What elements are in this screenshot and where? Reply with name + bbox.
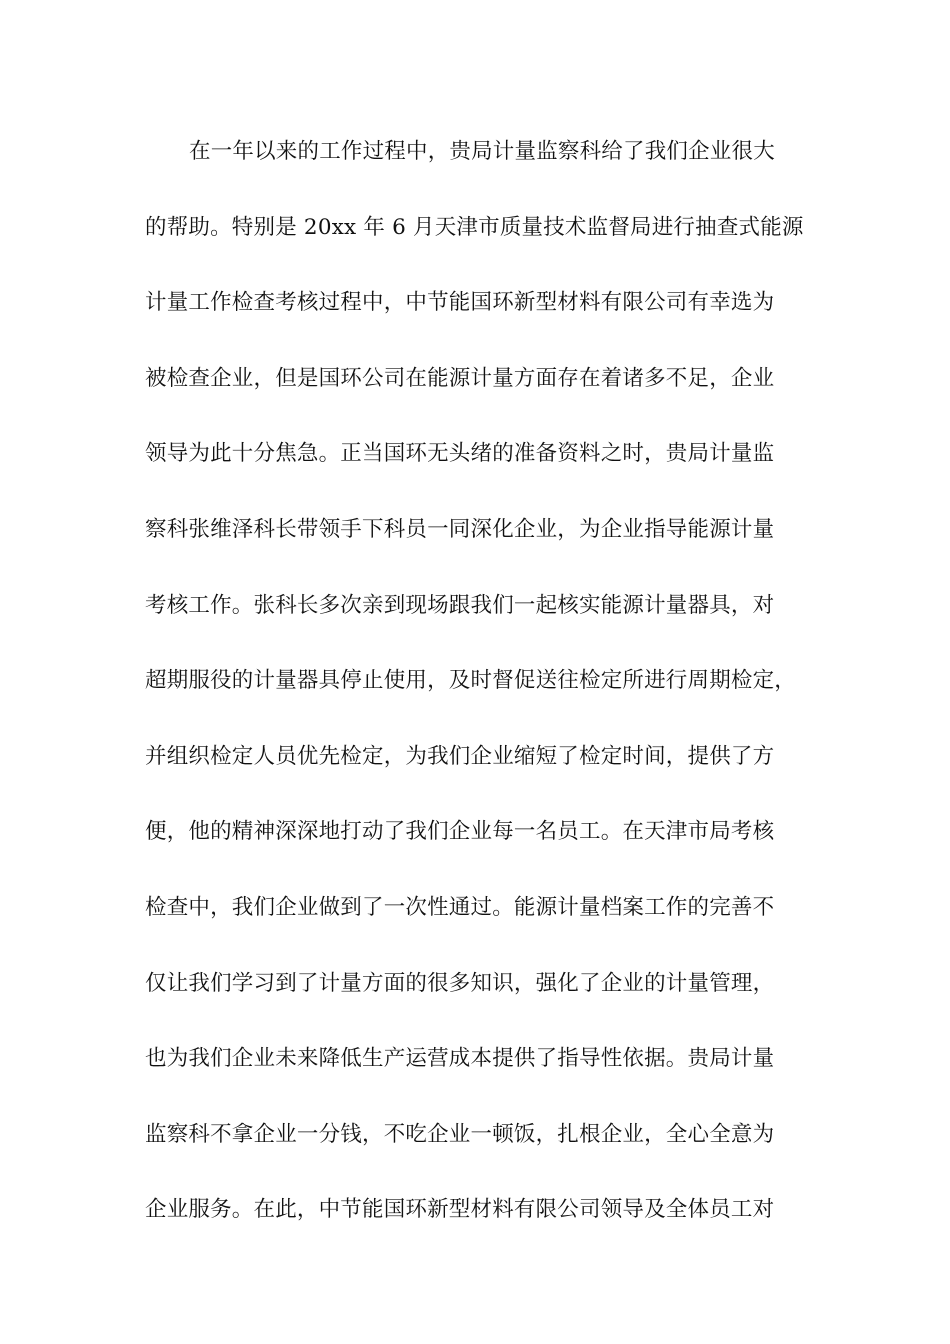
paragraph-line: 仅让我们学习到了计量方面的很多知识，强化了企业的计量管理， [145,970,775,996]
paragraph-line: 考核工作。张科长多次亲到现场跟我们一起核实能源计量器具，对 [145,592,775,618]
paragraph-line: 监察科不拿企业一分钱，不吃企业一顿饭，扎根企业，全心全意为 [145,1121,775,1147]
paragraph-line: 的帮助。特别是 20xx 年 6 月天津市质量技术监督局进行抽查式能源 [145,214,804,240]
paragraph-line: 企业服务。在此，中节能国环新型材料有限公司领导及全体员工对 [145,1197,775,1223]
paragraph-line: 察科张维泽科长带领手下科员一同深化企业，为企业指导能源计量 [145,516,775,542]
paragraph-line: 并组织检定人员优先检定，为我们企业缩短了检定时间，提供了方 [145,743,775,769]
paragraph-line: 也为我们企业未来降低生产运营成本提供了指导性依据。贵局计量 [145,1046,775,1072]
paragraph-line: 检查中，我们企业做到了一次性通过。能源计量档案工作的完善不 [145,894,775,920]
paragraph-line: 被检查企业，但是国环公司在能源计量方面存在着诸多不足，企业 [145,365,775,391]
paragraph-line: 超期服役的计量器具停止使用，及时督促送往检定所进行周期检定， [145,668,797,694]
paragraph-line: 领导为此十分焦急。正当国环无头绪的准备资料之时，贵局计量监 [145,441,775,467]
paragraph-line: 在一年以来的工作过程中，贵局计量监察科给了我们企业很大 [189,139,775,164]
letter-paragraph [145,131,825,1265]
paragraph-line: 便，他的精神深深地打动了我们企业每一名员工。在天津市局考核 [145,819,775,845]
paragraph-line: 计量工作检查考核过程中，中节能国环新型材料有限公司有幸选为 [145,290,775,316]
